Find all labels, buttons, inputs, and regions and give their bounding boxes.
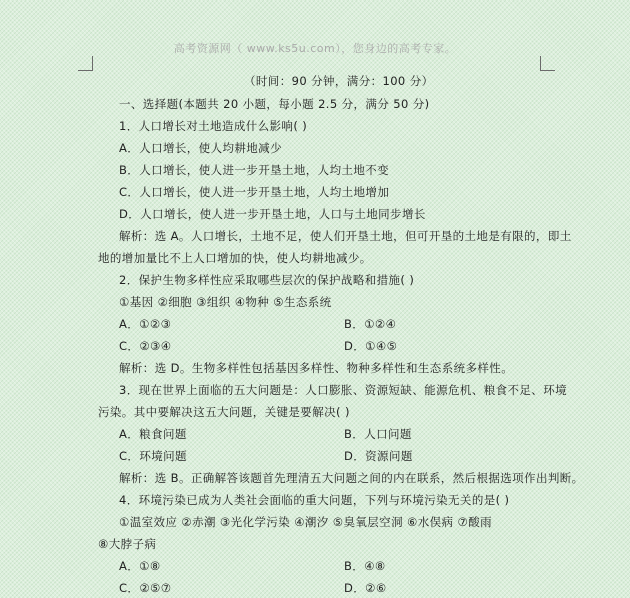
- page-header: 高考资源网（ www.ks5u.com），您身边的高考专家。: [173, 42, 457, 55]
- q1-option-d: D．人口增长，使人进一步开垦土地，人口与土地同步增长: [119, 207, 426, 221]
- q2-option-c: C．②③④: [119, 339, 172, 353]
- q4-option-d: D．②⑥: [344, 581, 387, 595]
- q4-items-line1: ①温室效应 ②赤潮 ③光化学污染 ④潮汐 ⑤臭氧层空洞 ⑥水俣病 ⑦酸雨: [119, 515, 492, 529]
- q3-analysis: 解析：选 B。正确解答该题首先理清五大问题之间的内在联系，然后根据选项作出判断。: [119, 471, 584, 485]
- q1-option-a: A．人口增长，使人均耕地减少: [119, 141, 282, 155]
- q1-stem: 1．人口增长对土地造成什么影响( ): [119, 119, 308, 133]
- q1-analysis-line2: 地的增加量比不上人口增加的快，使人均耕地减少。: [98, 251, 372, 265]
- q2-option-d: D．①④⑤: [344, 339, 398, 353]
- q2-option-b: B．①②④: [344, 317, 397, 331]
- q1-option-b: B．人口增长，使人进一步开垦土地，人均土地不变: [119, 163, 390, 177]
- time-note: （时间：90 分钟，满分：100 分）: [244, 74, 434, 88]
- q4-stem: 4．环境污染已成为人类社会面临的重大问题，下列与环境污染无关的是( ): [119, 493, 510, 507]
- q3-option-a: A．粮食问题: [119, 427, 187, 441]
- q2-analysis: 解析：选 D。生物多样性包括基因多样性、物种多样性和生态系统多样性。: [119, 361, 514, 375]
- q3-stem-line2: 污染。其中要解决这五大问题，关键是要解决( ): [98, 405, 350, 419]
- q2-option-a: A．①②③: [119, 317, 172, 331]
- q3-option-c: C．环境问题: [119, 449, 187, 463]
- q2-items: ①基因 ②细胞 ③组织 ④物种 ⑤生态系统: [119, 295, 332, 309]
- q1-analysis-line1: 解析：选 A。人口增长，土地不足，使人们开垦土地，但可开垦的土地是有限的，即土: [119, 229, 572, 243]
- q3-option-b: B．人口问题: [344, 427, 412, 441]
- q4-option-c: C．②⑤⑦: [119, 581, 172, 595]
- q1-option-c: C．人口增长，使人进一步开垦土地，人均土地增加: [119, 185, 390, 199]
- q3-option-d: D．资源问题: [344, 449, 413, 463]
- q3-stem-line1: 3．现在世界上面临的五大问题是：人口膨胀、资源短缺、能源危机、粮食不足、环境: [119, 383, 568, 397]
- section-title: 一、选择题(本题共 20 小题，每小题 2.5 分，满分 50 分): [119, 97, 430, 111]
- q2-stem: 2．保护生物多样性应采取哪些层次的保护战略和措施( ): [119, 273, 415, 287]
- page-corner-mark-left: [78, 56, 93, 71]
- q4-option-a: A．①⑧: [119, 559, 161, 573]
- q4-option-b: B．④⑧: [344, 559, 386, 573]
- page-corner-mark-right: [540, 56, 555, 71]
- q4-items-line2: ⑧大脖子病: [98, 537, 157, 551]
